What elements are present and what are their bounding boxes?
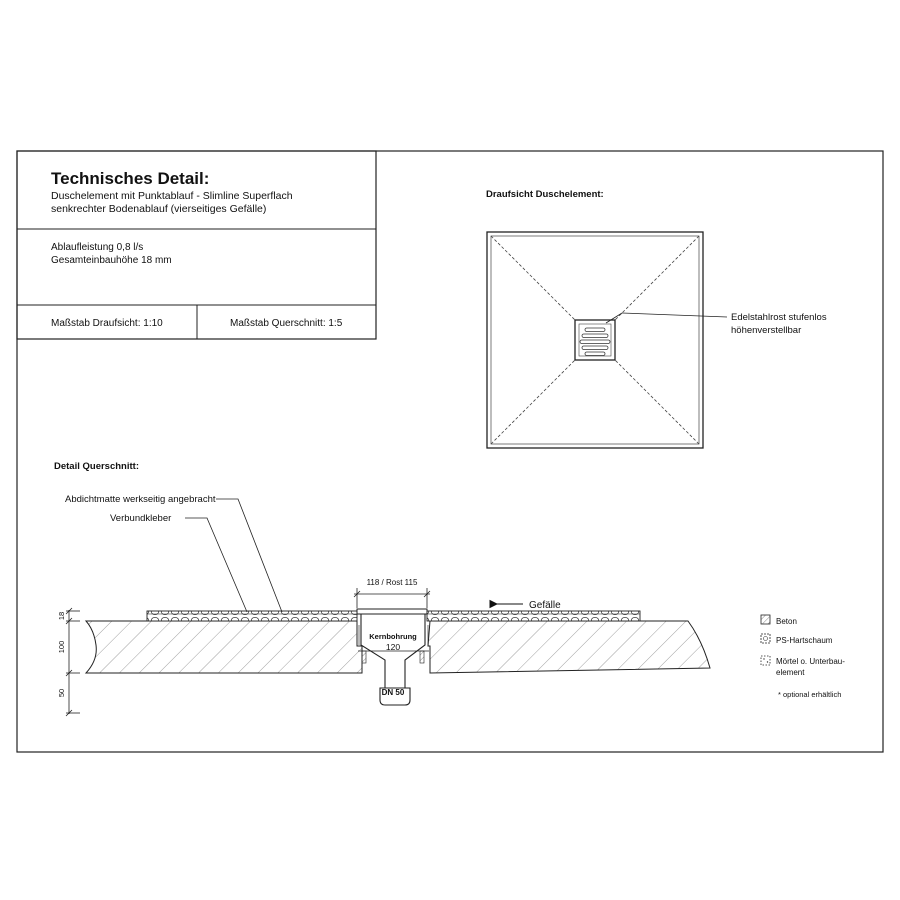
core-drill-value: 120: [385, 642, 401, 652]
plan-view-title: Draufsicht Duschelement:: [486, 189, 604, 200]
section-view: [54, 461, 710, 716]
title-block: [17, 151, 376, 339]
adhesive-leader: [185, 518, 247, 612]
dim-height-50: 50: [57, 688, 66, 698]
drawing-subtitle-2: senkrechter Bodenablauf (vierseitiges Gefälle): [51, 203, 267, 215]
drawing-subtitle-1: Duschelement mit Punktablauf - Slimline Superflach: [51, 190, 293, 202]
plan-view: [486, 189, 827, 448]
legend-label-concrete: Beton: [776, 617, 797, 626]
dim-height-18: 18: [57, 611, 66, 621]
scale-plan-view: Maßstab Draufsicht: 1:10: [51, 318, 163, 329]
hatch-icon: [761, 615, 770, 624]
foam-icon: [761, 634, 770, 643]
legend-label-foam: PS-Hartschaum: [776, 636, 833, 645]
grate-dimension-label: 118 / Rost 115: [366, 578, 418, 587]
section-view-title: Detail Querschnitt:: [54, 461, 139, 472]
grate-label-line-1: Edelstahlrost stufenlos: [731, 312, 827, 323]
grate-label-line-2: höhenverstellbar: [731, 325, 802, 336]
core-drill-label: Kernbohrung: [369, 632, 417, 641]
scale-section-view: Maßstab Querschnitt: 1:5: [230, 318, 343, 329]
dim-height-100: 100: [57, 640, 66, 654]
concrete-slab-right: [428, 621, 710, 673]
legend-label-mortar: Mörtel o. Unterbau-: [776, 657, 845, 666]
drain-grate-icon: [575, 320, 615, 360]
material-legend: [761, 615, 845, 699]
legend-note: * optional erhältlich: [778, 690, 842, 699]
legend-label-mortar-2: element: [776, 668, 805, 677]
drawing-heading: Technisches Detail:: [51, 169, 210, 188]
slope-label: Gefälle: [529, 600, 561, 611]
membrane-leader: [216, 499, 282, 612]
membrane-label: Abdichtmatte werkseitig angebracht: [65, 494, 216, 505]
pipe-size-label: DN 50: [381, 688, 405, 697]
adhesive-label: Verbundkleber: [110, 513, 172, 524]
spec-flow-rate: Ablaufleistung 0,8 l/s: [51, 242, 144, 253]
spec-install-height: Gesamteinbauhöhe 18 mm: [51, 255, 172, 266]
height-dimensions: [66, 608, 80, 716]
foam-layer-right: [427, 611, 640, 621]
mortar-icon: [761, 656, 770, 665]
concrete-slab: [86, 621, 362, 673]
grate-dimension: [354, 588, 430, 608]
foam-layer-left: [147, 611, 357, 621]
